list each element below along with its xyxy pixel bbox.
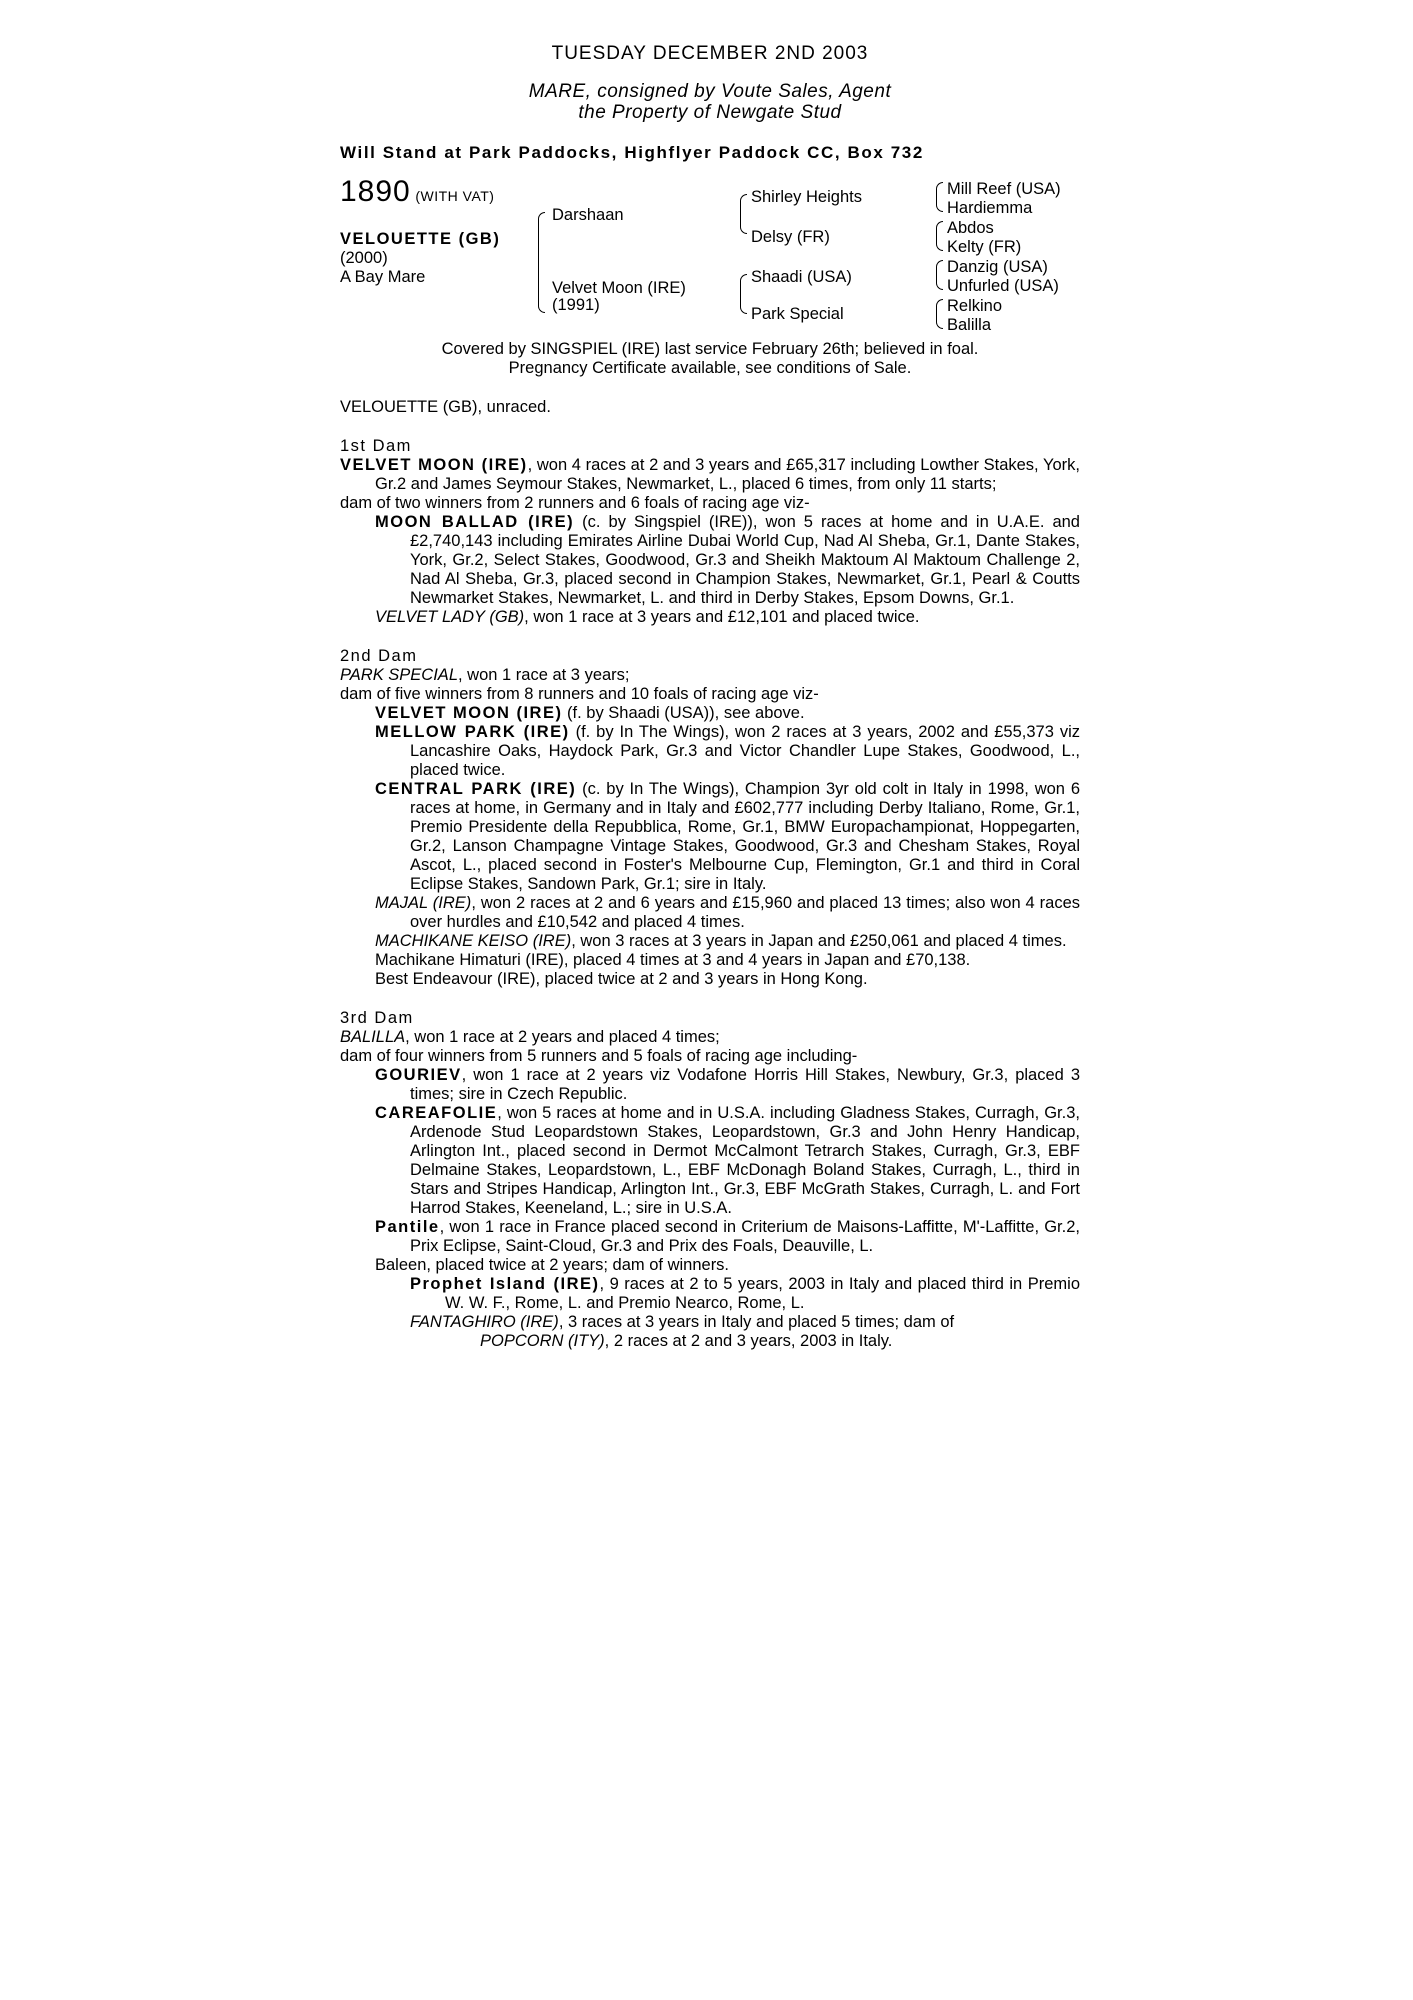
catalogue-page xyxy=(340,40,1080,1351)
produce-text: (c. by In The Wings), Champion 3yr old colt in Italy in 1998, won 6 races at home, in Germany and in Italy and £602,777 including Derby Italiano, Rome, Gr.1, Premio Presidente della Repubblica, Rome, Gr.1, BMW Europachampionat, Hoppegarten, Gr.2, Lanson Champagne Vintage Stakes, Goodwood, Gr.3 and Chesham Stakes, Royal Ascot, L., placed second in Foster's Melbourne Cup, Flemington, Gr.1 and third in Coral Eclipse Stakes, Sandown Park, Gr.1; sire in Italy. xyxy=(410,780,1080,893)
produce-text: (f. by Shaadi (USA)), see above. xyxy=(562,704,805,722)
produce-text: , 9 races at 2 to 5 years, 2003 in Italy and placed third in Premio W. W. F., Rome, L. and Premio Nearco, Rome, L. xyxy=(445,1275,1080,1312)
lot-vat: (WITH VAT) xyxy=(415,188,495,204)
gg-abdos: Abdos xyxy=(947,219,994,237)
first-dam-name: VELVET MOON (IRE) xyxy=(340,456,528,474)
third-dam-produce-4: Baleen, placed twice at 2 years; dam of winners. xyxy=(375,1256,730,1274)
produce-text: , won 1 race at 3 years and £12,101 and placed twice. xyxy=(524,608,920,626)
produce-name: GOURIEV xyxy=(375,1066,462,1084)
third-dam-produce-2 xyxy=(340,1104,1080,1218)
produce-text: , won 3 races at 3 years in Japan and £250,061 and placed 4 times. xyxy=(571,932,1067,950)
produce-name: Pantile xyxy=(375,1218,440,1236)
first-dam-heading: 1st Dam xyxy=(340,437,412,455)
gg-brace-1 xyxy=(936,182,943,212)
first-dam-produce-1 xyxy=(340,513,1080,608)
horse-name: VELOUETTE (GB) xyxy=(340,230,501,248)
consignor-line-2: the Property of Newgate Stud xyxy=(578,102,842,123)
produce-name: MELLOW PARK (IRE) xyxy=(375,723,570,741)
second-dam-produce-2 xyxy=(340,723,1080,780)
third-dam-grandproduce-2 xyxy=(340,1313,1080,1332)
dam-dam: Park Special xyxy=(751,305,844,323)
third-dam-text: , won 1 race at 2 years and placed 4 times; xyxy=(405,1028,720,1046)
produce-text: (c. by Singspiel (IRE)), won 5 races at home and in U.A.E. and £2,740,143 including Emirates Airline Dubai World Cup, Nad Al Sheba, Gr.1, Dante Stakes, York, Gr.2, Select Stakes, Goodwood, Gr.3 and Sheikh Maktoum Al Maktoum Challenge 2, Nad Al Sheba, Gr.3, placed second in Champion Stakes, Newmarket, Gr.1, Pearl & Coutts Newmarket Stakes, Newmarket, L. and third in Derby Stakes, Epsom Downs, Gr.1. xyxy=(410,513,1080,607)
produce-text: , won 1 race in France placed second in Criterium de Maisons-Laffitte, M'-Laffitte, Gr.2, Prix Eclipse, Saint-Cloud, Gr.3 and Prix des Foals, Deauville, L. xyxy=(410,1218,1080,1255)
produce-text: , won 5 races at home and in U.S.A. including Gladness Stakes, Curragh, Gr.3, Ardenode Stud Leopardstown Stakes, Leopardstown, Gr.3 and John Henry Handicap, Arlington Int., placed second in Dermot McCalmont Tetrarch Stakes, Curragh, Gr.3, EBF Delmaine Stakes, Leopardstown, L., EBF McDonagh Boland Stakes, Curragh, L., third in Stars and Stripes Handicap, Arlington Int., Gr.3, EBF McGrath Stakes, Curragh, L. and Fort Harrod Stakes, Keeneland, L.; sire in U.S.A. xyxy=(410,1104,1080,1217)
first-dam-produce-intro: dam of two winners from 2 runners and 6 foals of racing age viz- xyxy=(340,494,810,512)
dam-sire: Shaadi (USA) xyxy=(751,268,852,286)
third-dam-produce-1 xyxy=(340,1066,1080,1104)
produce-name: VELVET LADY (GB) xyxy=(375,608,525,626)
third-dam-heading: 3rd Dam xyxy=(340,1009,414,1027)
lot-number: 1890 xyxy=(340,175,411,208)
produce-text: , 2 races at 2 and 3 years, 2003 in Italy. xyxy=(604,1332,893,1350)
second-dam-text: , won 1 race at 3 years; xyxy=(458,666,630,684)
covering-line-2: Pregnancy Certificate available, see conditions of Sale. xyxy=(508,359,912,377)
gg-balilla: Balilla xyxy=(947,316,992,334)
gg-brace-4 xyxy=(936,299,943,329)
produce-name: MACHIKANE KEISO (IRE) xyxy=(375,932,572,950)
produce-name: MOON BALLAD (IRE) xyxy=(375,513,575,531)
second-dam-produce-4 xyxy=(340,894,1080,932)
first-dam-record xyxy=(340,456,1080,494)
dam: Velvet Moon (IRE) xyxy=(552,279,686,297)
second-dam-heading: 2nd Dam xyxy=(340,647,418,665)
second-dam-name: PARK SPECIAL xyxy=(340,666,458,684)
third-dam-record xyxy=(340,1028,1080,1047)
produce-name: MAJAL (IRE) xyxy=(375,894,472,912)
dam-line-brace xyxy=(740,274,747,314)
stable-location: Will Stand at Park Paddocks, Highflyer Paddock CC, Box 732 xyxy=(340,143,924,162)
pedigree-table xyxy=(340,175,1080,340)
second-dam-produce-6: Machikane Himaturi (IRE), placed 4 times at 3 and 4 years in Japan and £70,138. xyxy=(375,951,971,969)
second-dam-produce-1 xyxy=(340,704,1080,723)
produce-name: Prophet Island (IRE) xyxy=(410,1275,600,1293)
produce-name: CENTRAL PARK (IRE) xyxy=(375,780,577,798)
produce-name: FANTAGHIRO (IRE) xyxy=(410,1313,559,1331)
gg-unfurled: Unfurled (USA) xyxy=(947,277,1059,295)
third-dam-grandproduce-1 xyxy=(340,1275,1080,1313)
sire-dam: Delsy (FR) xyxy=(751,228,830,246)
sale-date: TUESDAY DECEMBER 2ND 2003 xyxy=(551,43,869,64)
second-dam-produce-3 xyxy=(340,780,1080,894)
first-dam-text: , won 4 races at 2 and 3 years and £65,317 including Lowther Stakes, York, Gr.2 and James Seymour Stakes, Newmarket, L., placed 6 times, from only 11 starts; xyxy=(375,456,1080,493)
third-dam-name: BALILLA xyxy=(340,1028,406,1046)
produce-text: (f. by In The Wings), won 2 races at 3 years, 2002 and £55,373 viz Lancashire Oaks, Haydock Park, Gr.3 and Victor Chandler Lupe Stakes, Goodwood, L., placed twice. xyxy=(410,723,1080,779)
third-dam-produce-intro: dam of four winners from 5 runners and 5 foals of racing age including- xyxy=(340,1047,858,1065)
dam-year: (1991) xyxy=(552,296,600,314)
first-dam-produce-2 xyxy=(340,608,1080,627)
lot-header xyxy=(340,175,495,208)
unraced-note: VELOUETTE (GB), unraced. xyxy=(340,398,551,416)
second-dam-record xyxy=(340,666,1080,685)
second-dam-produce-5 xyxy=(340,932,1080,951)
second-dam-produce-intro: dam of five winners from 8 runners and 10 foals of racing age viz- xyxy=(340,685,819,703)
consignor xyxy=(340,81,1080,123)
produce-text: , won 1 race at 2 years viz Vodafone Horris Hill Stakes, Newbury, Gr.3, placed 3 times; sire in Czech Republic. xyxy=(410,1066,1080,1103)
gg-relkino: Relkino xyxy=(947,297,1003,315)
sire-dam-brace xyxy=(538,212,545,313)
gg-mill-reef: Mill Reef (USA) xyxy=(947,180,1061,198)
gg-brace-3 xyxy=(936,260,943,290)
covering-line-1: Covered by SINGSPIEL (IRE) last service February 26th; believed in foal. xyxy=(441,340,979,358)
produce-name: POPCORN (ITY) xyxy=(480,1332,605,1350)
produce-text: , won 2 races at 2 and 6 years and £15,960 and placed 13 times; also won 4 races over hurdles and £10,542 and placed 4 times. xyxy=(410,894,1080,931)
horse-description: A Bay Mare xyxy=(340,268,426,286)
second-dam-produce-7: Best Endeavour (IRE), placed twice at 2 and 3 years in Hong Kong. xyxy=(375,970,868,988)
consignor-line-1: MARE, consigned by Voute Sales, Agent xyxy=(528,81,892,102)
covering-note xyxy=(340,340,1080,378)
sire: Darshaan xyxy=(552,206,624,224)
horse-year: (2000) xyxy=(340,249,388,267)
gg-kelty: Kelty (FR) xyxy=(947,238,1022,256)
gg-hardiemma: Hardiemma xyxy=(947,199,1033,217)
gg-danzig: Danzig (USA) xyxy=(947,258,1048,276)
third-dam-produce-3 xyxy=(340,1218,1080,1256)
third-dam-great-grandproduce-1 xyxy=(340,1332,1080,1351)
gg-brace-2 xyxy=(936,221,943,251)
produce-name: CAREAFOLIE xyxy=(375,1104,498,1122)
sire-line-brace xyxy=(740,194,747,234)
produce-name: VELVET MOON (IRE) xyxy=(375,704,563,722)
sire-sire: Shirley Heights xyxy=(751,188,862,206)
produce-text: , 3 races at 3 years in Italy and placed 5 times; dam of xyxy=(558,1313,955,1331)
